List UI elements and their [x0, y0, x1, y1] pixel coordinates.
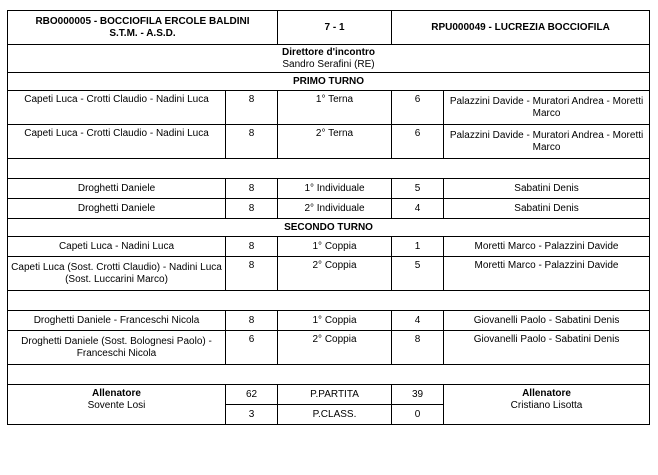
- away-score: 4: [392, 199, 444, 219]
- class-label: P.CLASS.: [278, 405, 392, 425]
- away-players: Sabatini Denis: [444, 179, 650, 199]
- home-score: 8: [226, 179, 278, 199]
- away-coach-cell: [444, 385, 650, 425]
- home-players: Capeti Luca - Nadini Luca: [8, 237, 226, 257]
- home-team-name: RBO000005 - BOCCIOFILA ERCOLE BALDINI: [35, 15, 250, 27]
- match-report-table: [7, 10, 650, 425]
- partita-home: 62: [226, 385, 278, 405]
- away-coach-label: Allenatore: [522, 388, 571, 399]
- game-type: 2° Terna: [278, 125, 392, 159]
- home-score: 8: [226, 91, 278, 125]
- table-row: [8, 125, 650, 159]
- director-cell: [8, 45, 650, 73]
- header-row: [8, 11, 650, 45]
- away-coach-name: Cristiano Lisotta: [510, 400, 583, 411]
- director-name: Sandro Serafini (RE): [282, 58, 375, 70]
- home-score: 8: [226, 311, 278, 331]
- home-coach-label: Allenatore: [92, 388, 141, 399]
- home-coach-cell: [8, 385, 226, 425]
- game-type: 1° Coppia: [278, 237, 392, 257]
- home-players: Droghetti Daniele: [8, 199, 226, 219]
- home-coach-name: Sovente Losi: [87, 400, 146, 411]
- game-type: 1° Individuale: [278, 179, 392, 199]
- blank-row: [8, 159, 650, 179]
- table-row: [8, 237, 650, 257]
- blank-cell: [8, 291, 650, 311]
- away-score: 6: [392, 125, 444, 159]
- section-row-primo: [8, 73, 650, 91]
- away-players: Giovanelli Paolo - Sabatini Denis: [444, 311, 650, 331]
- game-type: 1° Terna: [278, 91, 392, 125]
- home-players: Capeti Luca - Crotti Claudio - Nadini Luca: [8, 91, 226, 125]
- home-players: Droghetti Daniele (Sost. Bolognesi Paolo) - Franceschi Nicola: [8, 331, 226, 365]
- partita-away: 39: [392, 385, 444, 405]
- away-players: Sabatini Denis: [444, 199, 650, 219]
- game-type: 2° Coppia: [278, 331, 392, 365]
- away-score: 8: [392, 331, 444, 365]
- match-score: 7 - 1: [278, 11, 392, 45]
- table-row: [8, 91, 650, 125]
- away-players: Palazzini Davide - Muratori Andrea - Moretti Marco: [444, 125, 650, 159]
- home-team-name-cont: S.T.M. - A.S.D.: [109, 27, 176, 39]
- home-score: 6: [226, 331, 278, 365]
- footer-row-partita: [8, 385, 650, 405]
- home-score: 8: [226, 199, 278, 219]
- away-players: Palazzini Davide - Muratori Andrea - Moretti Marco: [444, 91, 650, 125]
- home-players: Capeti Luca - Crotti Claudio - Nadini Luca: [8, 125, 226, 159]
- away-players: Moretti Marco - Palazzini Davide: [444, 237, 650, 257]
- away-score: 1: [392, 237, 444, 257]
- away-score: 5: [392, 179, 444, 199]
- blank-row: [8, 291, 650, 311]
- home-players: Capeti Luca (Sost. Crotti Claudio) - Nadini Luca (Sost. Luccarini Marco): [8, 257, 226, 291]
- section-row-secondo: [8, 219, 650, 237]
- away-score: 4: [392, 311, 444, 331]
- table-row: [8, 331, 650, 365]
- game-type: 2° Individuale: [278, 199, 392, 219]
- game-type: 2° Coppia: [278, 257, 392, 291]
- table-row: [8, 311, 650, 331]
- blank-row: [8, 365, 650, 385]
- home-score: 8: [226, 257, 278, 291]
- director-label: Direttore d'incontro: [282, 46, 375, 58]
- away-score: 5: [392, 257, 444, 291]
- home-players: Droghetti Daniele: [8, 179, 226, 199]
- away-team-name: RPU000049 - LUCREZIA BOCCIOFILA: [392, 11, 650, 45]
- section-title-primo: PRIMO TURNO: [8, 73, 650, 91]
- table-row: [8, 199, 650, 219]
- away-players: Giovanelli Paolo - Sabatini Denis: [444, 331, 650, 365]
- table-row: [8, 257, 650, 291]
- blank-cell: [8, 159, 650, 179]
- section-title-secondo: SECONDO TURNO: [8, 219, 650, 237]
- director-row: [8, 45, 650, 73]
- home-team-cell: [8, 11, 278, 45]
- game-type: 1° Coppia: [278, 311, 392, 331]
- home-score: 8: [226, 125, 278, 159]
- class-away: 0: [392, 405, 444, 425]
- table-row: [8, 179, 650, 199]
- blank-cell: [8, 365, 650, 385]
- home-players: Droghetti Daniele - Franceschi Nicola: [8, 311, 226, 331]
- away-players: Moretti Marco - Palazzini Davide: [444, 257, 650, 291]
- away-score: 6: [392, 91, 444, 125]
- class-home: 3: [226, 405, 278, 425]
- home-score: 8: [226, 237, 278, 257]
- partita-label: P.PARTITA: [278, 385, 392, 405]
